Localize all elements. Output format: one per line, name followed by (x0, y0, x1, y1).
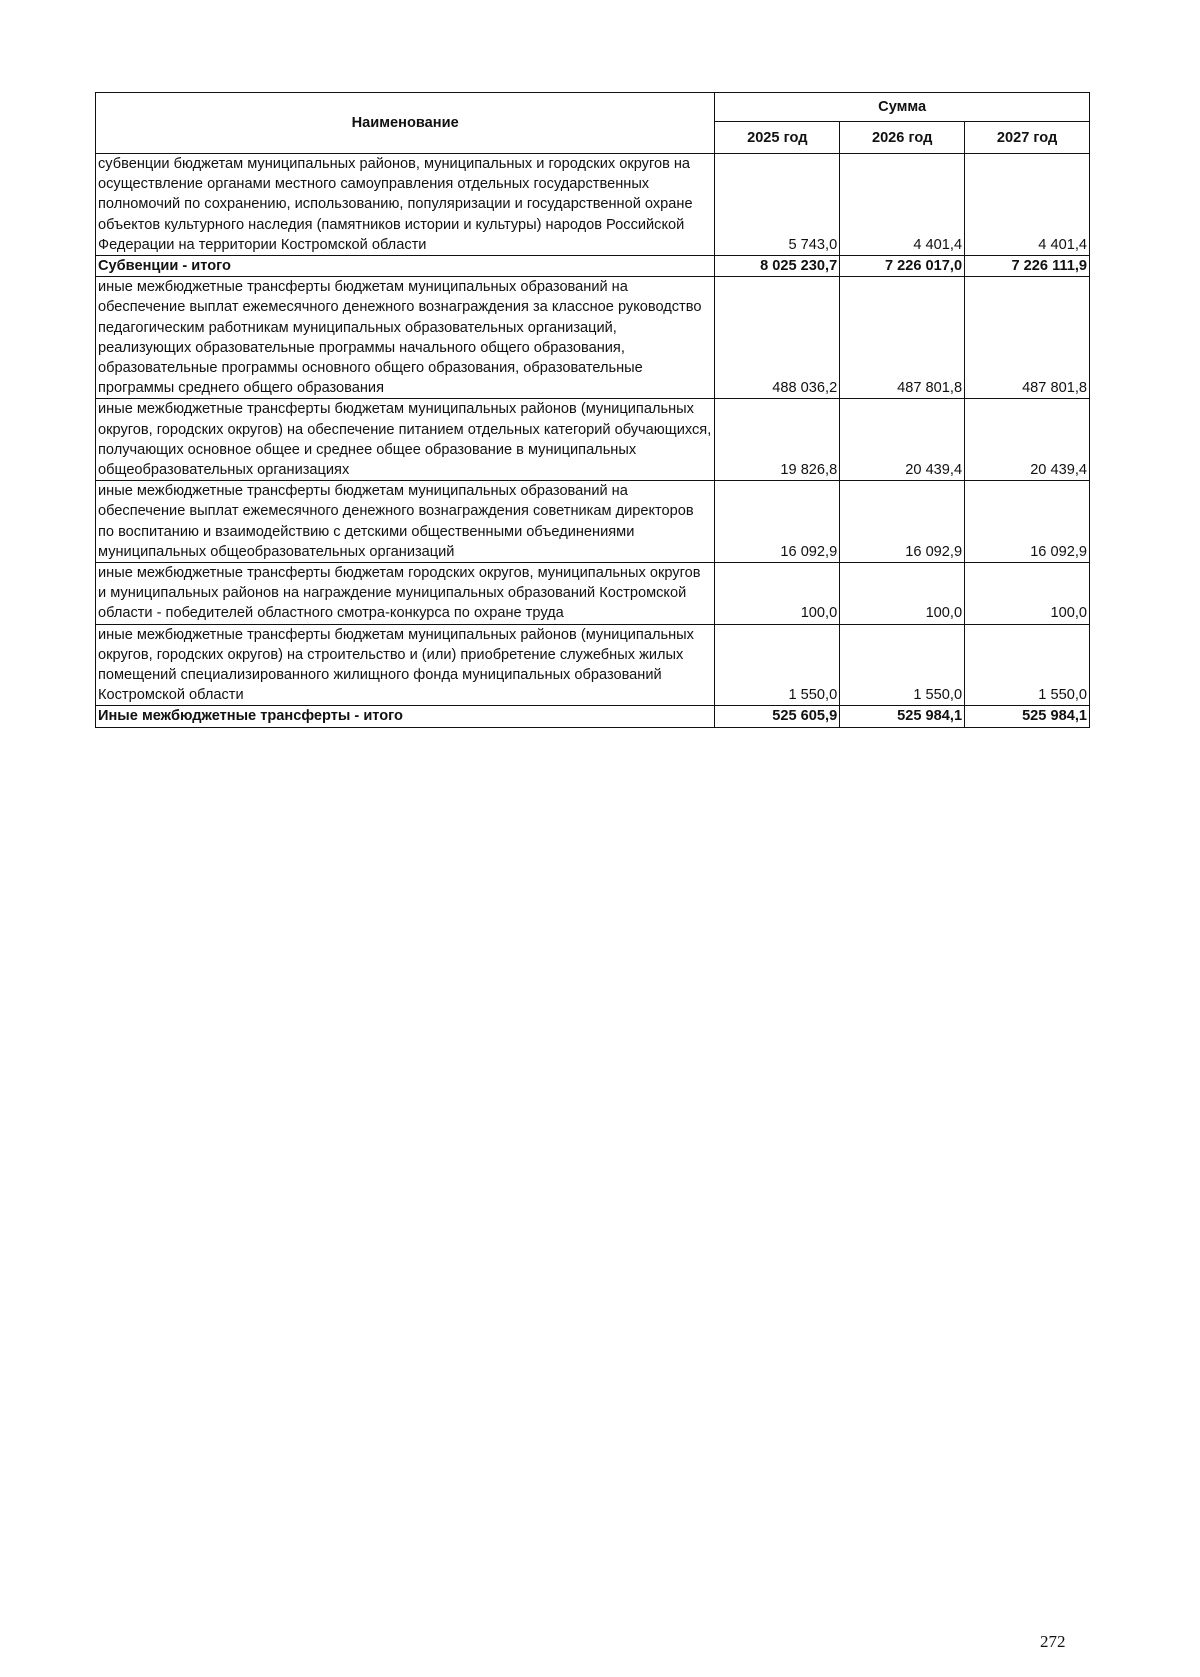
table-row (96, 624, 1090, 706)
row-value-2025: 8 025 230,7 (715, 256, 840, 277)
table-row (96, 154, 1090, 256)
header-sum: Сумма (715, 93, 1090, 122)
row-value-2026: 525 984,1 (840, 706, 965, 727)
row-value-2026: 20 439,4 (840, 399, 965, 481)
row-name: иные межбюджетные трансферты бюджетам муниципальных образований на обеспечение выплат ежемесячного денежного вознаграждения советникам директоров по воспитанию и взаимодействию с детскими общественными объединениями муниципальных общеобразовательных организаций (96, 481, 715, 563)
row-name: субвенции бюджетам муниципальных районов, муниципальных и городских округов на осуществление органами местного самоуправления отдельных государственных полномочий по сохранению, использованию, популяризации и государственной охране объектов культурного наследия (памятников истории и культуры) народов Российской Федерации на территории Костромской области (96, 154, 715, 256)
row-name: иные межбюджетные трансферты бюджетам муниципальных районов (муниципальных округов, городских округов) на строительство и (или) приобретение служебных жилых помещений специализированного жилищного фонда муниципальных образований Костромской области (96, 624, 715, 706)
row-value-2025: 5 743,0 (715, 154, 840, 256)
row-value-2026: 1 550,0 (840, 624, 965, 706)
subtotal-row (96, 256, 1090, 277)
row-name: иные межбюджетные трансферты бюджетам городских округов, муниципальных округов и муниципальных районов на награждение муниципальных образований Костромской области - победителей областного смотра-конкурса по охране труда (96, 563, 715, 625)
row-value-2027: 525 984,1 (965, 706, 1090, 727)
row-value-2025: 100,0 (715, 563, 840, 625)
row-value-2025: 525 605,9 (715, 706, 840, 727)
row-name: иные межбюджетные трансферты бюджетам муниципальных районов (муниципальных округов, городских округов) на обеспечение питанием отдельных категорий обучающихся, получающих основное общее и среднее общее образование в муниципальных общеобразовательных организациях (96, 399, 715, 481)
row-value-2026: 487 801,8 (840, 277, 965, 399)
row-value-2025: 1 550,0 (715, 624, 840, 706)
row-value-2025: 19 826,8 (715, 399, 840, 481)
budget-table (95, 92, 1090, 728)
table-row (96, 481, 1090, 563)
table-row (96, 563, 1090, 625)
row-value-2025: 16 092,9 (715, 481, 840, 563)
row-value-2027: 20 439,4 (965, 399, 1090, 481)
row-value-2026: 100,0 (840, 563, 965, 625)
header-year-2025: 2025 год (715, 122, 840, 154)
row-value-2027: 7 226 111,9 (965, 256, 1090, 277)
row-name: Иные межбюджетные трансферты - итого (96, 706, 715, 727)
row-name: Субвенции - итого (96, 256, 715, 277)
row-value-2027: 1 550,0 (965, 624, 1090, 706)
subtotal-row (96, 706, 1090, 727)
header-year-2026: 2026 год (840, 122, 965, 154)
header-name: Наименование (96, 93, 715, 154)
table-row (96, 399, 1090, 481)
page-number: 272 (1040, 1632, 1066, 1651)
row-value-2026: 16 092,9 (840, 481, 965, 563)
row-name: иные межбюджетные трансферты бюджетам муниципальных образований на обеспечение выплат ежемесячного денежного вознаграждения за классное руководство педагогическим работникам муниципальных образовательных организаций, реализующих образовательные программы начального общего образования, образовательные программы основного общего образования, образовательные программы среднего общего образования (96, 277, 715, 399)
row-value-2025: 488 036,2 (715, 277, 840, 399)
header-year-2027: 2027 год (965, 122, 1090, 154)
row-value-2027: 487 801,8 (965, 277, 1090, 399)
row-value-2027: 4 401,4 (965, 154, 1090, 256)
row-value-2027: 16 092,9 (965, 481, 1090, 563)
table-row (96, 277, 1090, 399)
row-value-2026: 7 226 017,0 (840, 256, 965, 277)
row-value-2026: 4 401,4 (840, 154, 965, 256)
row-value-2027: 100,0 (965, 563, 1090, 625)
